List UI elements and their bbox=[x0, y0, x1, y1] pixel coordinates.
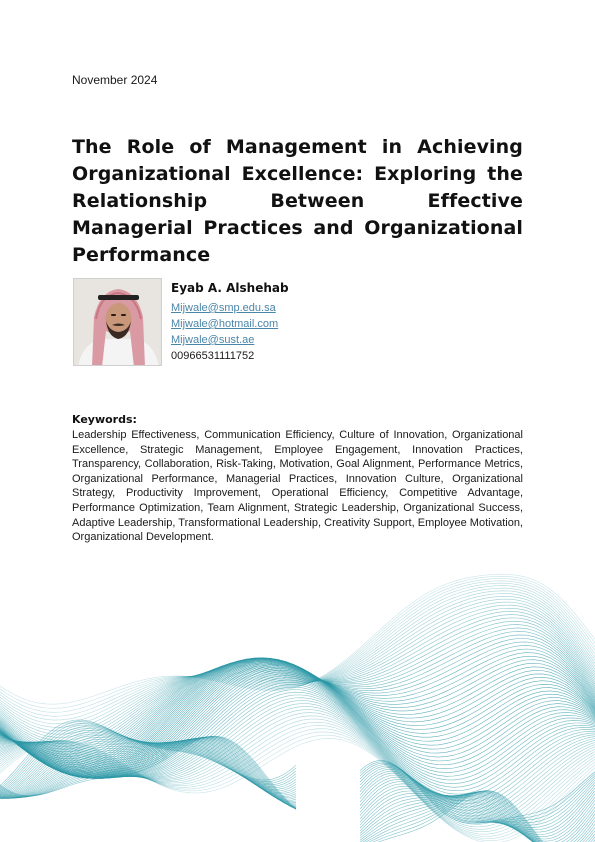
author-info bbox=[171, 281, 289, 364]
keywords-text: Leadership Effectiveness, Communication Efficiency, Culture of Innovation, Organizational Excellence, Strategic Management, Employee Engagement, Innovation Practices, Transparency, Collaboration, Risk-Taking, Motivation, Goal Alignment, Performance Metrics, Organizational Performance, Managerial Practices, Innovation Culture, Organizational Strategy, Productivity Improvement, Operational Efficiency, Competitive Advantage, Performance Optimization, Team Alignment, Strategic Leadership, Organizational Success, Adaptive Leadership, Transformational Leadership, Creativity Support, Employee Motivation, Organizational Development. bbox=[72, 429, 523, 544]
author-name: Eyab A. Alshehab bbox=[171, 281, 289, 295]
author-email-link[interactable]: Mijwale@smp.edu.sa bbox=[171, 302, 276, 314]
author-email-link[interactable]: Mijwale@hotmail.com bbox=[171, 318, 279, 330]
decorative-wave-graphic bbox=[0, 540, 595, 842]
author-email-link[interactable]: Mijwale@sust.ae bbox=[171, 334, 255, 346]
author-photo bbox=[73, 278, 162, 366]
paper-title: The Role of Management in Achieving Organizational Excellence: Exploring the Relationship Between Effective Managerial Practices and Organizational Performance bbox=[72, 136, 523, 266]
publication-date: November 2024 bbox=[72, 73, 158, 87]
keywords-heading: Keywords: bbox=[72, 413, 137, 426]
author-phone: 00966531111752 bbox=[171, 350, 255, 362]
